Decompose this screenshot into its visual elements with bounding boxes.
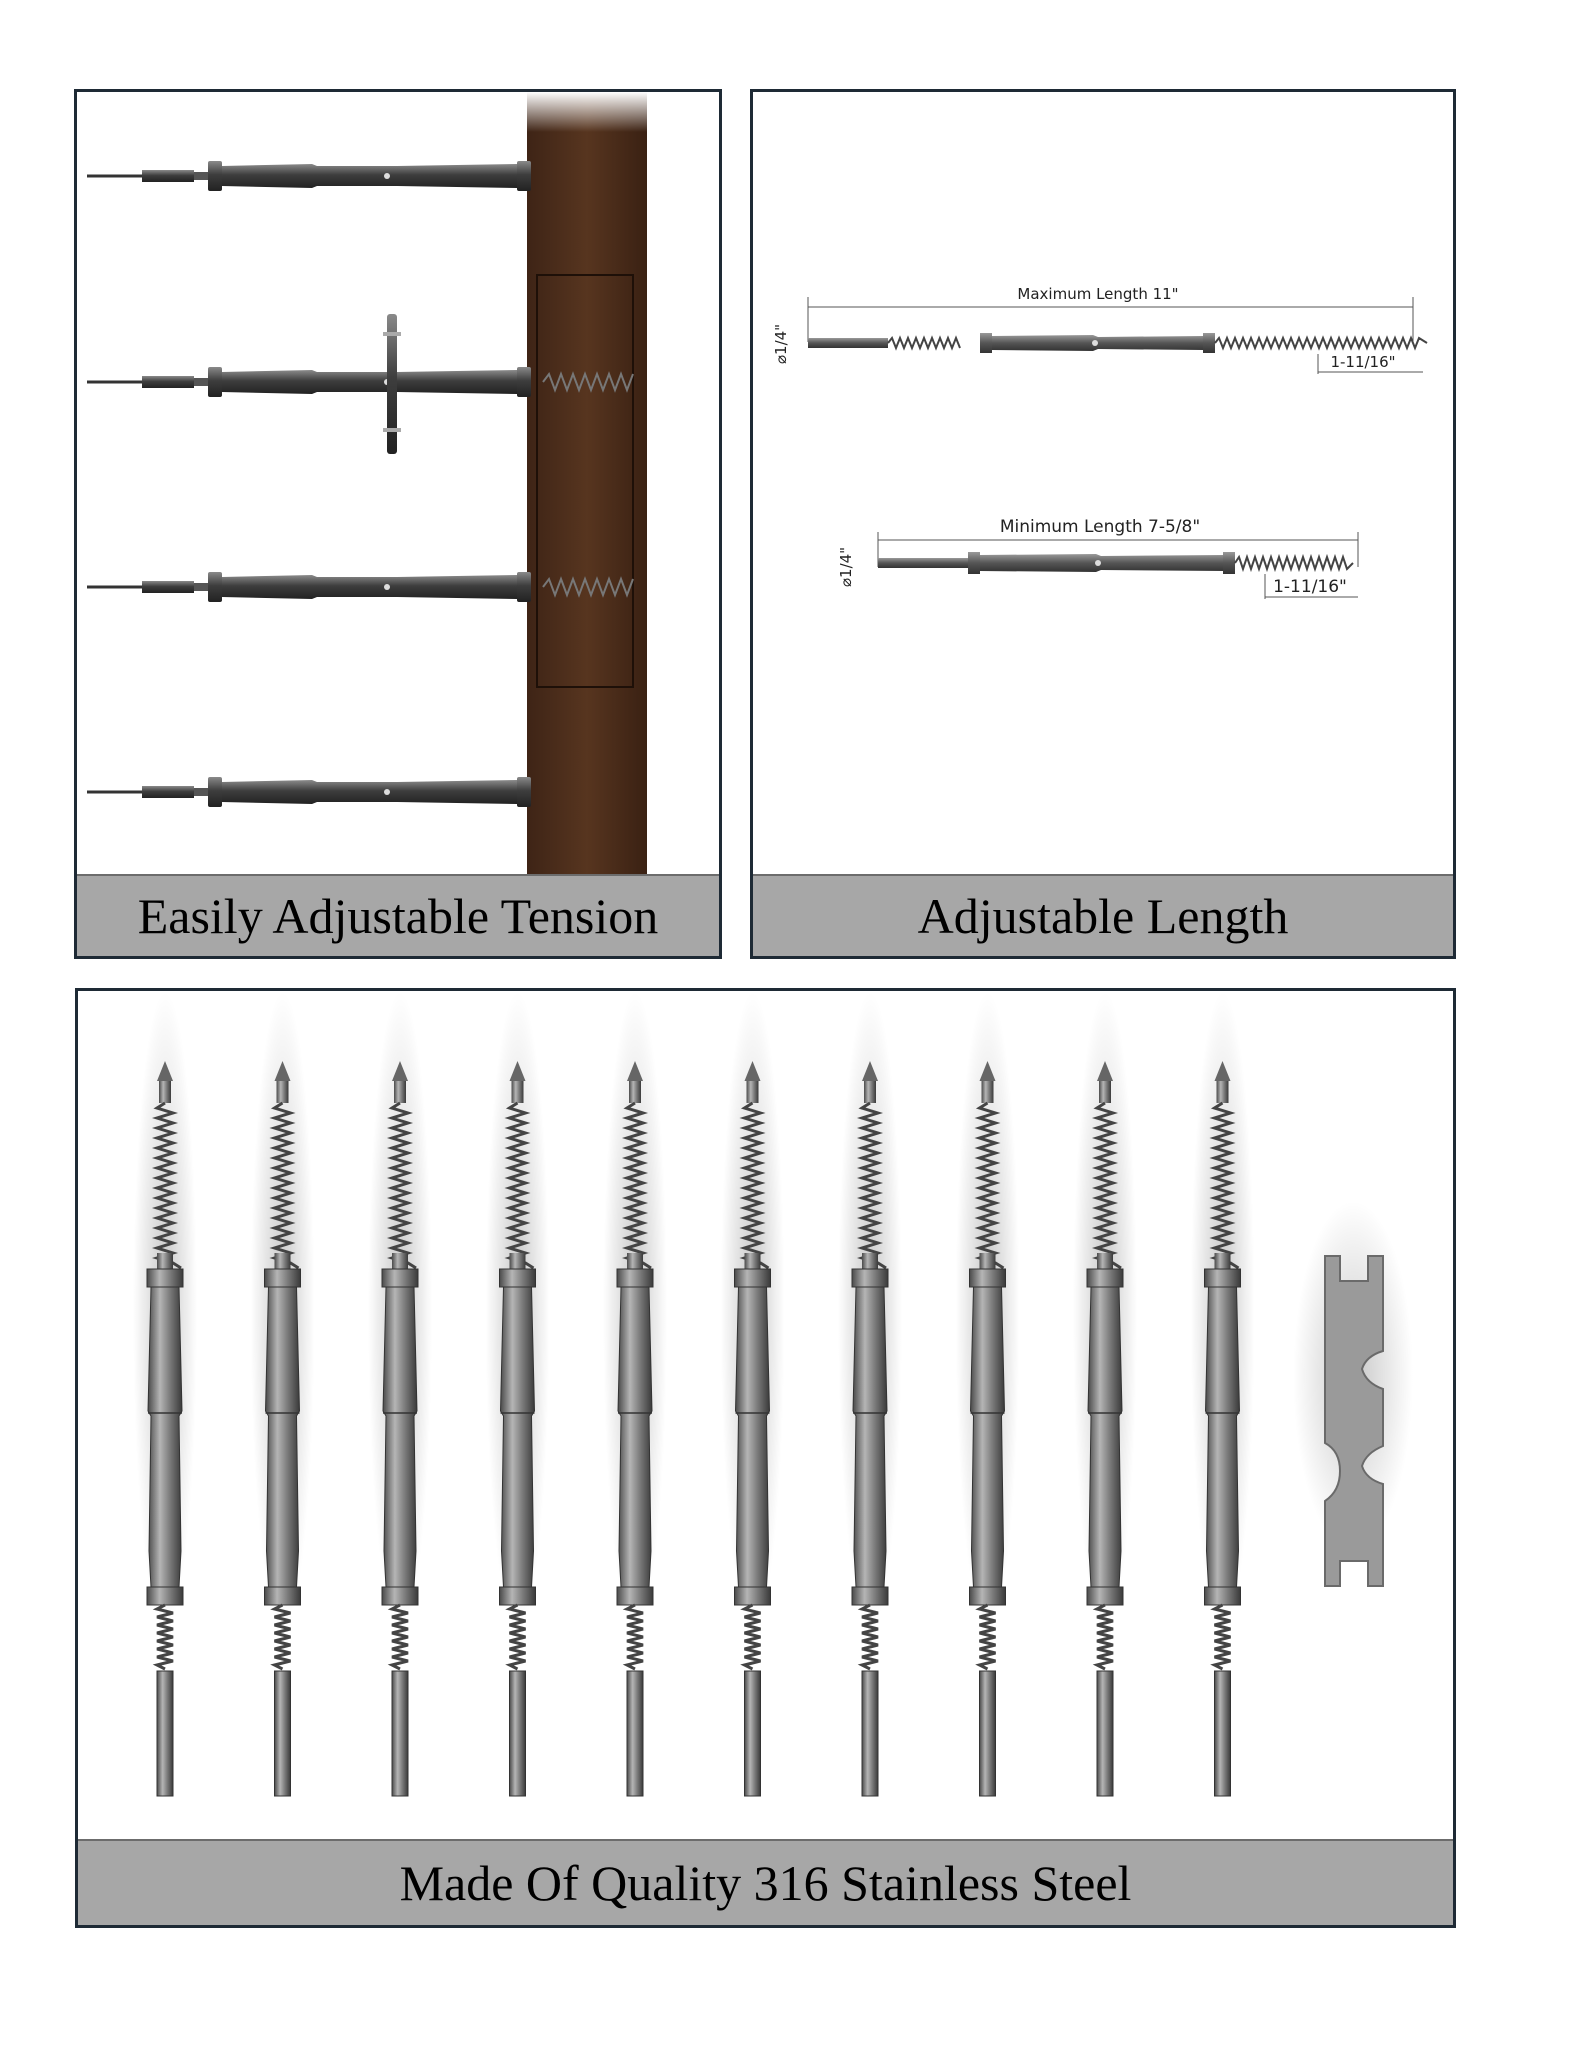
tensioner-1 — [87, 161, 531, 191]
max-thread-label: 1-11/16" — [1330, 353, 1396, 371]
length-caption: Adjustable Length — [753, 874, 1453, 956]
steel-caption: Made Of Quality 316 Stainless Steel — [78, 1839, 1453, 1925]
vertical-tensioner-5 — [603, 991, 667, 1796]
vertical-tensioner-9 — [1073, 991, 1137, 1796]
tensioner-3 — [87, 572, 531, 602]
tension-caption: Easily Adjustable Tension — [77, 874, 719, 956]
min-length-label: Minimum Length 7-5/8" — [999, 517, 1201, 537]
length-panel — [750, 89, 1456, 959]
vertical-tensioner-1 — [133, 991, 197, 1796]
vertical-tensioner-6 — [721, 991, 785, 1796]
vertical-tensioner-3 — [368, 991, 432, 1796]
vertical-tensioner-7 — [838, 991, 902, 1796]
tensioner-row — [133, 991, 1255, 1796]
min-diameter-label: ⌀1/4" — [837, 546, 855, 587]
tensioner-4 — [87, 777, 531, 807]
wrench-tool-icon — [1293, 1201, 1413, 1586]
max-diameter-label: ⌀1/4" — [772, 323, 790, 364]
min-thread-label: 1-11/16" — [1273, 577, 1347, 597]
vertical-tensioner-4 — [486, 991, 550, 1796]
wood-post — [527, 92, 647, 876]
tensioner-2 — [87, 367, 531, 397]
vertical-tensioner-10 — [1191, 991, 1255, 1796]
max-length-label: Maximum Length 11" — [1017, 285, 1179, 303]
length-diagram — [753, 92, 1453, 876]
tensioner-lineup — [78, 991, 1453, 1847]
vertical-tensioner-2 — [251, 991, 315, 1796]
steel-panel — [75, 988, 1456, 1928]
tension-illustration — [77, 92, 719, 876]
vertical-tensioner-8 — [956, 991, 1020, 1796]
tension-panel — [74, 89, 722, 959]
